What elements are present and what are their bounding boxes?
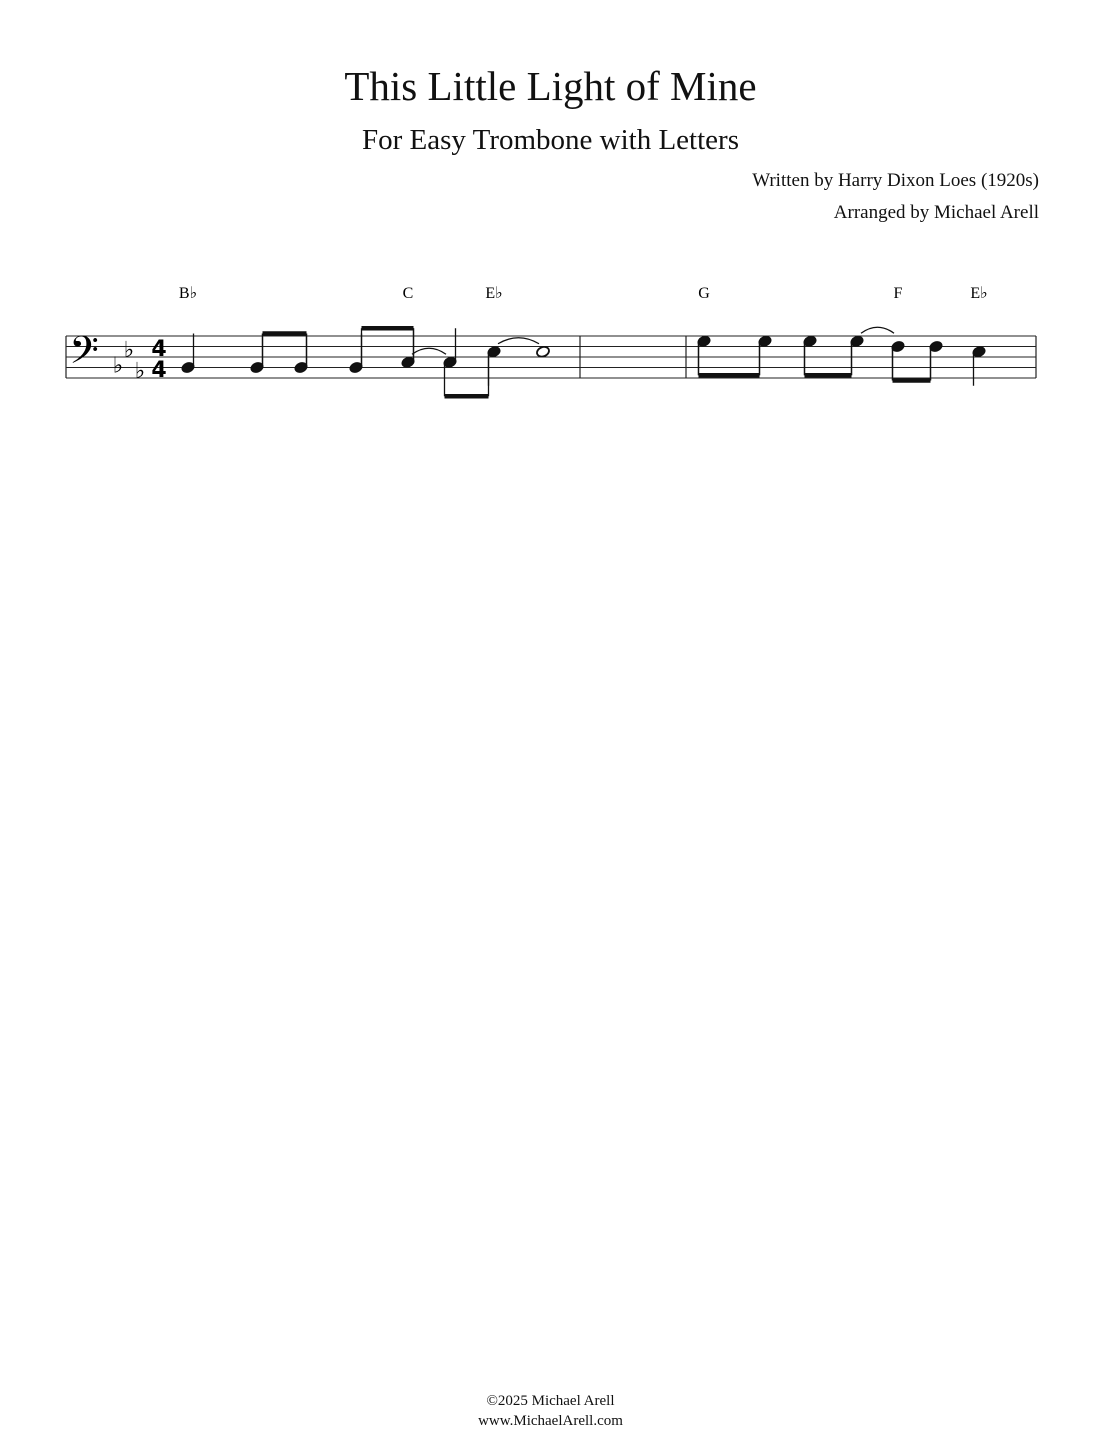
website-link: www.MichaelArell.com bbox=[478, 1413, 623, 1429]
chord-letter: C bbox=[402, 285, 414, 302]
arranger-credit: Arranged by Michael Arell bbox=[833, 202, 1039, 223]
key-flat-icon: ♭ bbox=[134, 358, 146, 384]
key-flat-icon: ♭ bbox=[123, 337, 135, 363]
chord-letter: E♭ bbox=[970, 285, 988, 302]
key-flat-icon: ♭ bbox=[112, 353, 124, 379]
page-title: This Little Light of Mine bbox=[344, 63, 757, 109]
chord-letter: G bbox=[698, 285, 710, 302]
copyright-notice: ©2025 Michael Arell bbox=[486, 1393, 615, 1409]
tie bbox=[861, 327, 894, 333]
page-subtitle: For Easy Trombone with Letters bbox=[362, 124, 739, 156]
whole-note bbox=[536, 345, 551, 358]
time-signature-bottom: 4 bbox=[151, 358, 167, 383]
tie bbox=[412, 348, 446, 354]
composer-credit: Written by Harry Dixon Loes (1920s) bbox=[752, 170, 1039, 191]
bass-clef-icon: 𝄢 bbox=[69, 327, 99, 382]
chord-letter: B♭ bbox=[178, 285, 198, 302]
chord-letter: E♭ bbox=[485, 285, 503, 302]
chord-letter: F bbox=[893, 285, 903, 302]
time-signature-top: 4 bbox=[151, 337, 167, 362]
tie bbox=[498, 338, 539, 344]
